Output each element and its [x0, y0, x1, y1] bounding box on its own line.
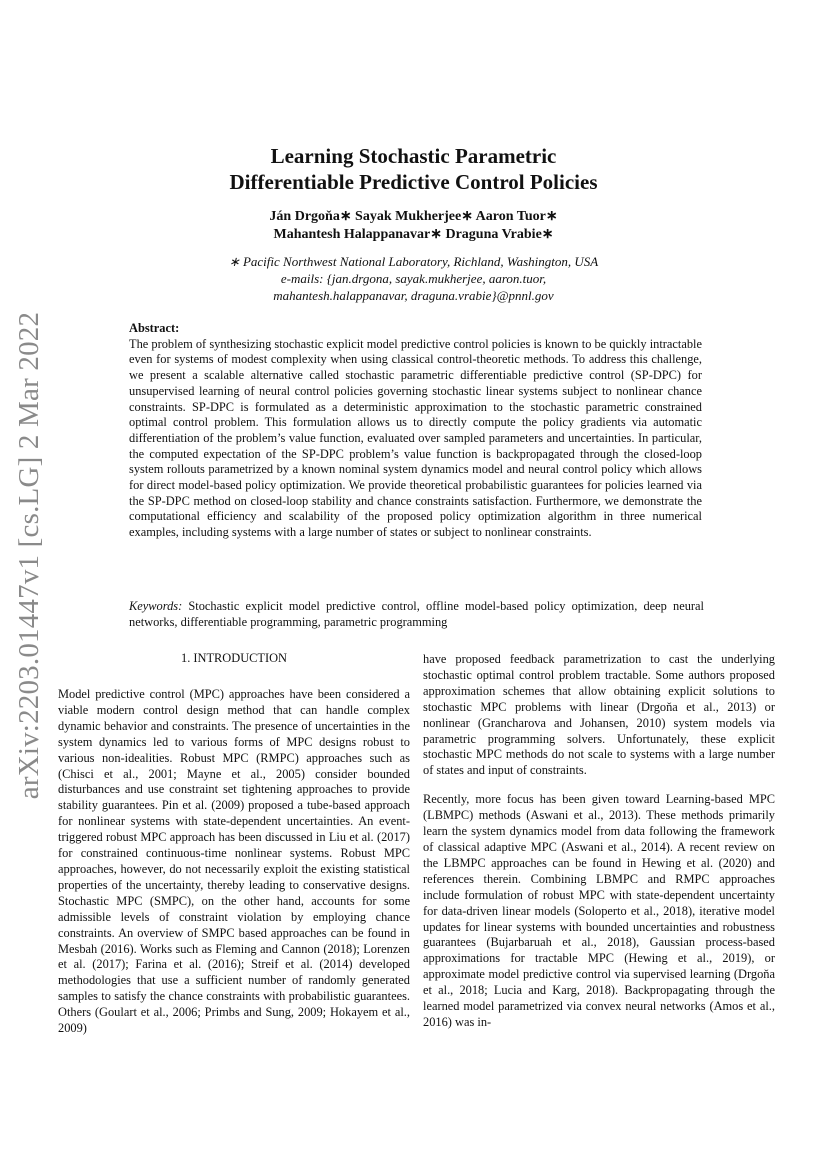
author-line-1: Ján Drgoňa∗ Sayak Mukherjee∗ Aaron Tuor∗: [269, 209, 558, 224]
author-line-2: Mahantesh Halappanavar∗ Draguna Vrabie∗: [273, 227, 554, 242]
email-line-1: e-mails: {jan.drgona, sayak.mukherjee, aaron.tuor,: [280, 271, 547, 286]
abstract-text: The problem of synthesizing stochastic explicit model predictive control policies is known to be quickly intractable even for systems of modest complexity when using classical control-theoretic methods. To address this challenge, we present a scalable alternative called stochastic parametric differentiable predictive control (SP-DPC) for unsupervised learning of neural control policies governing stochastic linear systems subject to nonlinear chance constraints. SP-DPC is formulated as a deterministic approximation to the stochastic parametric constrained optimal control problem. This formulation allows us to directly compute the policy gradients via automatic differentiation of the problem’s value function, evaluated over sampled parameters and uncertainties. In particular, the computed expectation of the SP-DPC problem’s value function is backpropagated through the closed-loop system rollouts parametrized by a known nominal system dynamics model and neural control policy which allows for direct model-based policy optimization. We provide theoretical probabilistic guarantees for policies learned via the SP-DPC method on closed-loop stability and chance constraints satisfaction. Furthermore, we demonstrate the computational efficiency and scalability of the proposed policy optimization algorithm in three numerical examples, including systems with a large number of states or subject to nonlinear constraints.: [129, 336, 702, 540]
paper-title-line-1: Learning Stochastic Parametric: [270, 144, 557, 168]
section-heading-introduction: 1. INTRODUCTION: [181, 651, 287, 665]
intro-paragraph-2: have proposed feedback parametrization to cast the underlying stochastic optimal control problem tractable. Some authors proposed approximation schemes that allow obtaining explicit solutions to stochastic MPC problems with linear (Drgoňa et al., 2013) or nonlinear (Grancharova and Johansen, 2010) system models via parametric programming solvers. Unfortunately, these explicit stochastic MPC methods do not scale to systems with a large number of states and input of constraints.: [423, 652, 775, 778]
abstract-heading: Abstract:: [129, 321, 180, 335]
keywords-block: [129, 599, 704, 630]
author-list: [0, 208, 827, 244]
intro-paragraph-3: Recently, more focus has been given toward Learning-based MPC (LBMPC) methods (Aswani et al., 2013). These methods primarily learn the system dynamics model from data following the framework of classical adaptive MPC (Aswani et al., 2014). A recent review on the LBMPC approaches can be found in Hewing et al. (2020) and references therein. Combining LBMPC and RMPC approaches include formulation of robust MPC with state-dependent uncertainty for data-driven linear models (Soloperto et al., 2018), iterative model updates for linear systems with bounded uncertainties and robustness guarantees (Bujarbaruah et al., 2018), Gaussian process-based approximations for tractable MPC (Hewing et al., 2019), or approximate model predictive control via supervised learning (Drgoňa et al., 2018; Lucia and Karg, 2018). Backpropagating through the learned model parametrized via convex neural networks (Amos et al., 2016) was in-: [423, 792, 775, 1029]
paper-title: [0, 143, 827, 195]
affiliation-block: [0, 253, 827, 304]
affiliation-line: ∗ Pacific Northwest National Laboratory, Richland, Washington, USA: [228, 254, 599, 269]
left-column: [58, 687, 410, 1037]
email-line-2: mahantesh.halappanavar, draguna.vrabie}@pnnl.gov: [273, 288, 554, 303]
paper-title-line-2: Differentiable Predictive Control Policies: [229, 170, 598, 194]
intro-paragraph-1: Model predictive control (MPC) approaches have been considered a viable modern control design method that can handle complex dynamic behavior and constraints. The presence of uncertainties in the system dynamics led to various forms of MPC designs robust to various non-idealities. Robust MPC (RMPC) approaches such as (Chisci et al., 2001; Mayne et al., 2005) consider bounded disturbances and use constraint set tightening approaches to provide stability guarantees. Pin et al. (2009) proposed a tube-based approach for nonlinear systems with state-dependent uncertainties. An event-triggered robust MPC approach has been discussed in Liu et al. (2017) for constrained continuous-time nonlinear systems. Robust MPC approaches, however, do not necessarily exploit the existing statistical properties of the uncertainty, thereby leading to conservative designs. Stochastic MPC (SMPC), on the other hand, accounts for some admissible levels of constraint violation by employing chance constraints. An overview of SMPC based approaches can be found in Mesbah (2016). Works such as Fleming and Cannon (2018); Lorenzen et al. (2017); Farina et al. (2016); Streif et al. (2014) developed methodologies that use a sufficient number of randomly generated samples to satisfy the chance constraints with probabilistic guarantees. Others (Goulart et al., 2006; Primbs and Sung, 2009; Hokayem et al., 2009): [58, 687, 410, 1036]
keywords-text: Stochastic explicit model predictive control, offline model-based policy optimization, deep neural networks, differentiable programming, parametric programming: [129, 599, 704, 629]
arxiv-identifier-text: arXiv:2203.01447v1 [cs.LG] 2 Mar 2022: [13, 311, 46, 799]
right-column: [423, 652, 775, 1031]
abstract-block: [129, 321, 702, 541]
keywords-label: Keywords:: [129, 599, 183, 613]
